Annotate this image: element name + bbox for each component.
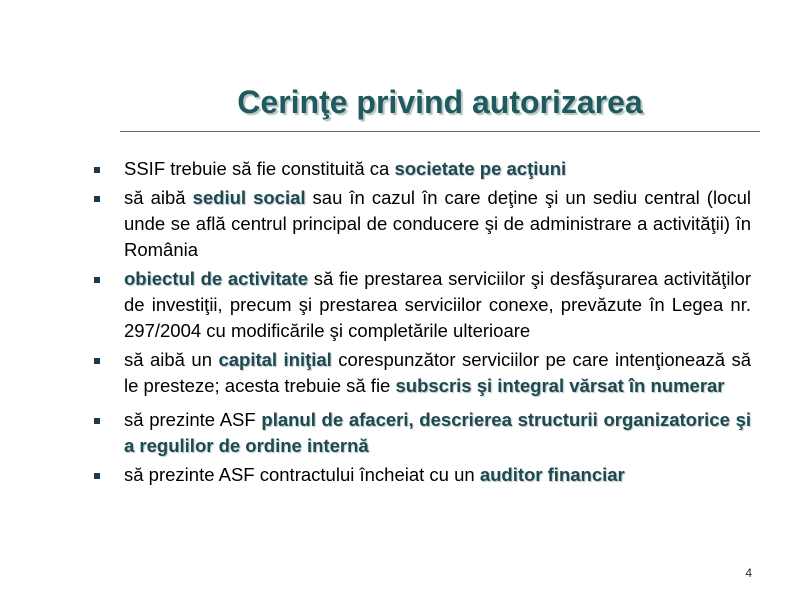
square-bullet-icon xyxy=(94,358,100,364)
page-number: 4 xyxy=(745,566,752,580)
list-item-text-emphasis: societate pe acţiuni xyxy=(394,158,567,179)
list-item xyxy=(93,266,751,344)
list-item xyxy=(93,156,751,182)
square-bullet-icon xyxy=(94,418,100,424)
list-item-text-emphasis: auditor financiar xyxy=(479,464,625,485)
list-item xyxy=(93,407,751,459)
list-item xyxy=(93,347,751,399)
list-item-text-emphasis: capital iniţial xyxy=(218,349,332,370)
list-item-text-emphasis: planul de afaceri, descrierea structurii organizatorice şi a regulilor de ordine internă xyxy=(124,409,752,456)
square-bullet-icon xyxy=(94,473,100,479)
square-bullet-icon xyxy=(94,167,100,173)
list-item-text-emphasis: sediul social xyxy=(192,187,306,208)
list-item-text-plain: să prezinte ASF xyxy=(124,409,262,430)
list-item-text-plain: corespunzător serviciilor pe care intenţionează să le presteze; acesta trebuie să fie xyxy=(124,349,752,396)
slide-title: Cerinţe privind autorizarea xyxy=(237,84,643,120)
list-item-text-plain: să aibă un xyxy=(124,349,219,370)
list-item-text-plain: să aibă xyxy=(124,187,193,208)
list-item-text-emphasis: obiectul de activitate xyxy=(124,268,309,289)
list-item-text-plain: să fie prestarea serviciilor şi desfăşurarea activităţilor de investiţii, precum şi prestarea serviciilor conexe, prevăzute în Legea nr. 297/2004 cu modificările şi completările ulterioare xyxy=(124,268,751,341)
list-item-text-emphasis: subscris şi integral vărsat în numerar xyxy=(395,375,725,396)
list-item-text-plain: sau în cazul în care deţine şi un sediu central (locul unde se află centrul principal de conducere şi de administrare a activităţii) în România xyxy=(124,187,751,260)
square-bullet-icon xyxy=(94,196,100,202)
title-divider xyxy=(120,131,760,132)
list-item-text-plain: SSIF trebuie să fie constituită ca xyxy=(124,158,395,179)
requirements-list xyxy=(93,156,751,491)
list-item-text-plain: să prezinte ASF contractului încheiat cu un xyxy=(124,464,480,485)
list-item xyxy=(93,462,751,488)
square-bullet-icon xyxy=(94,277,100,283)
list-item xyxy=(93,185,751,263)
